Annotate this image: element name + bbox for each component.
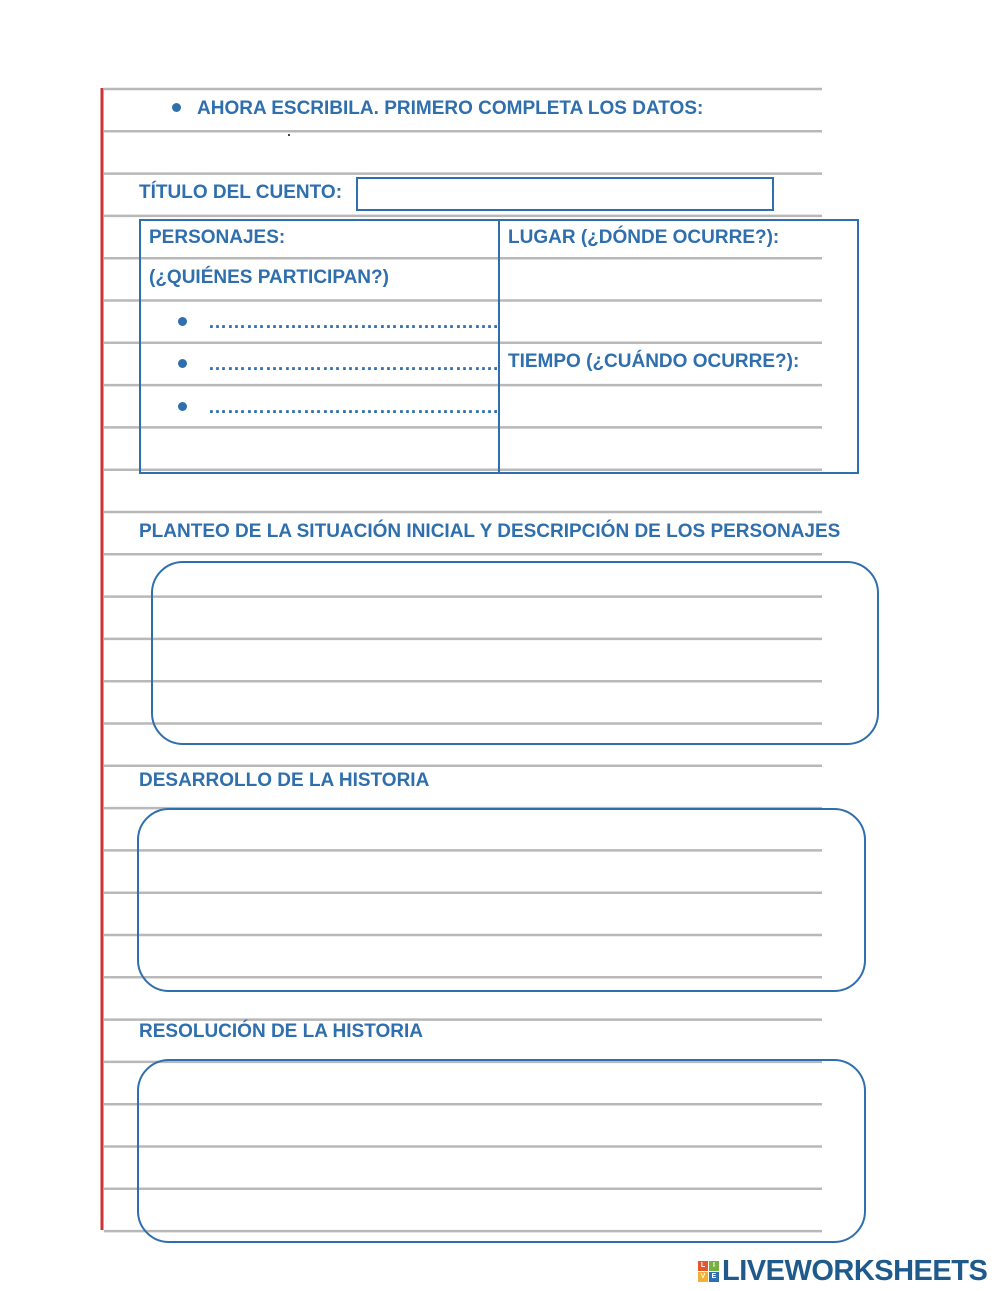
development-answer-box[interactable] [137,808,866,992]
table-divider [498,219,500,474]
stray-dot [288,134,290,136]
instruction-text: AHORA ESCRIBILA. PRIMERO COMPLETA LOS DATOS: [197,98,704,119]
character-blank-1[interactable]: ………………………………………. [208,312,499,333]
characters-question: (¿QUIÉNES PARTICIPAN?) [149,267,389,288]
character-bullet [178,402,187,411]
characters-label: PERSONAJES: [149,227,286,248]
logo-text: LIVEWORKSHEETS [722,1254,988,1287]
resolution-section-label: RESOLUCIÓN DE LA HISTORIA [139,1021,423,1042]
character-blank-2[interactable]: ………………………………………. [208,354,499,375]
liveworksheets-logo [698,1256,987,1286]
intro-answer-box[interactable] [151,561,879,745]
title-input[interactable] [356,177,774,211]
place-answer-area[interactable] [502,258,856,340]
place-label: LUGAR (¿DÓNDE OCURRE?): [508,227,780,248]
title-label: TÍTULO DEL CUENTO: [139,182,343,203]
character-blank-3[interactable]: ………………………………………. [208,397,499,418]
time-label: TIEMPO (¿CUÁNDO OCURRE?): [508,351,800,372]
time-answer-area[interactable] [502,384,856,470]
character-bullet [178,359,187,368]
instruction-bullet [172,103,181,112]
development-section-label: DESARROLLO DE LA HISTORIA [139,770,430,791]
logo-icon: L I V E [698,1261,719,1282]
character-bullet [178,317,187,326]
intro-section-label: PLANTEO DE LA SITUACIÓN INICIAL Y DESCRIPCIÓN DE LOS PERSONAJES [139,521,841,542]
resolution-answer-box[interactable] [137,1059,866,1243]
